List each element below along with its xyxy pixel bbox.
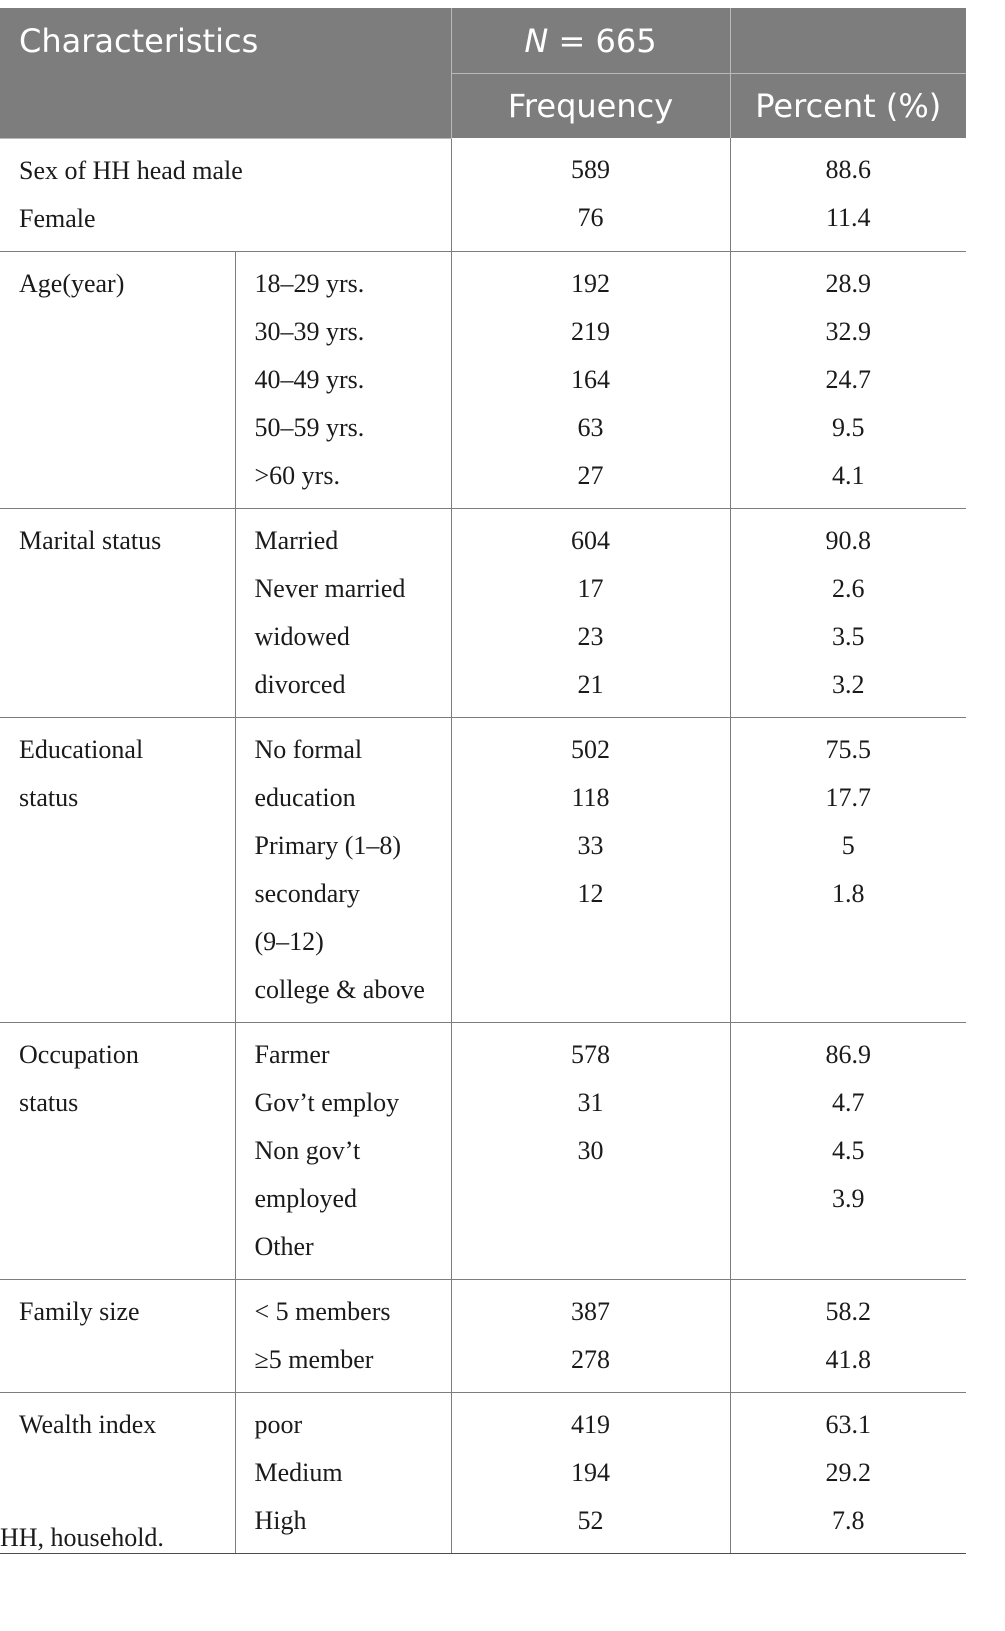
age-label-cell [0, 251, 235, 508]
family-label-cell [0, 1279, 235, 1392]
characteristics-table [0, 8, 966, 1554]
education-cat: education [254, 782, 356, 812]
education-percent-cell [730, 717, 966, 1022]
age-pct: 32.9 [825, 316, 871, 346]
row-family-size [0, 1279, 966, 1392]
sex-label-cell [0, 138, 451, 251]
occupation-freq: 31 [577, 1087, 604, 1117]
sex-label-female: Female [19, 203, 96, 233]
family-freq: 387 [571, 1296, 610, 1326]
wealth-freq: 194 [571, 1457, 610, 1487]
occupation-cat: Farmer [254, 1039, 330, 1069]
wealth-label: Wealth index [19, 1409, 157, 1439]
age-frequency-cell [451, 251, 730, 508]
occupation-categories-cell [235, 1022, 451, 1279]
characteristics-table-container [0, 8, 966, 1554]
education-categories-cell [235, 717, 451, 1022]
education-pct: 17.7 [825, 782, 871, 812]
family-frequency-cell [451, 1279, 730, 1392]
occupation-pct: 86.9 [825, 1039, 871, 1069]
family-cat: < 5 members [254, 1296, 391, 1326]
marital-freq: 23 [577, 621, 604, 651]
occupation-freq: 30 [577, 1135, 604, 1165]
occupation-frequency-cell [451, 1022, 730, 1279]
age-cat: 40–49 yrs. [254, 364, 365, 394]
family-cat: ≥5 member [254, 1344, 374, 1374]
occupation-cat: Gov’t employ [254, 1087, 400, 1117]
family-categories-cell [235, 1279, 451, 1392]
age-cat: 50–59 yrs. [254, 412, 365, 442]
age-freq: 164 [571, 364, 610, 394]
education-freq: 502 [571, 734, 610, 764]
age-cat: >60 yrs. [254, 460, 340, 490]
age-pct: 4.1 [832, 460, 865, 490]
marital-label-cell [0, 508, 235, 717]
occupation-label: Occupation [19, 1039, 139, 1069]
age-cat: 18–29 yrs. [254, 268, 365, 298]
marital-freq: 21 [577, 669, 604, 699]
education-pct: 5 [841, 830, 855, 860]
occupation-cat: Other [254, 1231, 314, 1261]
marital-freq: 17 [577, 573, 604, 603]
education-freq: 33 [577, 830, 604, 860]
education-cat: No formal [254, 734, 363, 764]
education-frequency-cell [451, 717, 730, 1022]
age-pct: 24.7 [825, 364, 871, 394]
marital-pct: 90.8 [825, 525, 871, 555]
education-cat: secondary [254, 878, 360, 908]
wealth-freq: 52 [577, 1505, 604, 1535]
header-frequency: Frequency [451, 74, 730, 139]
header-empty [730, 8, 966, 74]
row-sex [0, 138, 966, 251]
marital-cat: Never married [254, 573, 406, 603]
row-occupation [0, 1022, 966, 1279]
occupation-cat: Non gov’t [254, 1135, 361, 1165]
header-row-1 [0, 8, 966, 74]
age-cat: 30–39 yrs. [254, 316, 365, 346]
wealth-percent-cell [730, 1392, 966, 1553]
marital-pct: 2.6 [832, 573, 865, 603]
marital-pct: 3.2 [832, 669, 865, 699]
age-freq: 27 [577, 460, 604, 490]
sex-frequency-cell [451, 138, 730, 251]
sex-pct-male: 88.6 [825, 155, 871, 184]
marital-percent-cell [730, 508, 966, 717]
occupation-percent-cell [730, 1022, 966, 1279]
header-characteristics: Characteristics [0, 8, 451, 138]
wealth-pct: 29.2 [825, 1457, 871, 1487]
header-n-value: = 665 [558, 21, 657, 60]
marital-pct: 3.5 [832, 621, 865, 651]
sex-label-male: Sex of HH head male [19, 155, 243, 185]
wealth-freq: 419 [571, 1409, 610, 1439]
header-percent: Percent (%) [730, 74, 966, 139]
education-pct: 1.8 [832, 878, 865, 908]
education-cat: Primary (1–8) [254, 830, 402, 860]
header-n-label: N [524, 21, 549, 60]
wealth-cat: High [254, 1505, 307, 1535]
occupation-cat: employed [254, 1183, 358, 1213]
education-freq: 118 [571, 782, 610, 812]
age-pct: 28.9 [825, 268, 871, 298]
table-footnote: HH, household. [0, 1523, 164, 1552]
age-categories-cell [235, 251, 451, 508]
occupation-pct: 3.9 [832, 1183, 865, 1213]
wealth-categories-cell [235, 1392, 451, 1553]
education-freq: 12 [577, 878, 604, 908]
marital-cat: divorced [254, 669, 346, 699]
wealth-pct: 7.8 [832, 1505, 865, 1535]
age-freq: 192 [571, 268, 610, 298]
row-age [0, 251, 966, 508]
education-pct: 75.5 [825, 734, 871, 764]
wealth-pct: 63.1 [825, 1409, 871, 1439]
education-label-cell [0, 717, 235, 1022]
education-cat: college & above [254, 974, 425, 1004]
family-pct: 41.8 [825, 1344, 871, 1374]
row-education [0, 717, 966, 1022]
marital-label: Marital status [19, 525, 162, 555]
family-percent-cell [730, 1279, 966, 1392]
family-label: Family size [19, 1296, 140, 1326]
sex-freq-female: 76 [577, 203, 604, 232]
marital-cat: widowed [254, 621, 350, 651]
sex-pct-female: 11.4 [825, 203, 871, 232]
occupation-pct: 4.7 [832, 1087, 865, 1117]
occupation-label-cell [0, 1022, 235, 1279]
age-freq: 63 [577, 412, 604, 442]
marital-freq: 604 [571, 525, 610, 555]
education-label: status [19, 782, 79, 812]
wealth-frequency-cell [451, 1392, 730, 1553]
row-marital [0, 508, 966, 717]
sex-percent-cell [730, 138, 966, 251]
education-cat: (9–12) [254, 926, 324, 956]
age-percent-cell [730, 251, 966, 508]
wealth-cat: Medium [254, 1457, 343, 1487]
occupation-label: status [19, 1087, 79, 1117]
sex-freq-male: 589 [571, 155, 610, 184]
marital-frequency-cell [451, 508, 730, 717]
occupation-pct: 4.5 [832, 1135, 865, 1165]
family-freq: 278 [571, 1344, 610, 1374]
marital-cat: Married [254, 525, 339, 555]
education-label: Educational [19, 734, 144, 764]
age-label: Age(year) [19, 268, 125, 298]
age-pct: 9.5 [832, 412, 865, 442]
marital-categories-cell [235, 508, 451, 717]
header-sample-size [451, 8, 730, 74]
wealth-cat: poor [254, 1409, 303, 1439]
family-pct: 58.2 [825, 1296, 871, 1326]
occupation-freq: 578 [571, 1039, 610, 1069]
age-freq: 219 [571, 316, 610, 346]
